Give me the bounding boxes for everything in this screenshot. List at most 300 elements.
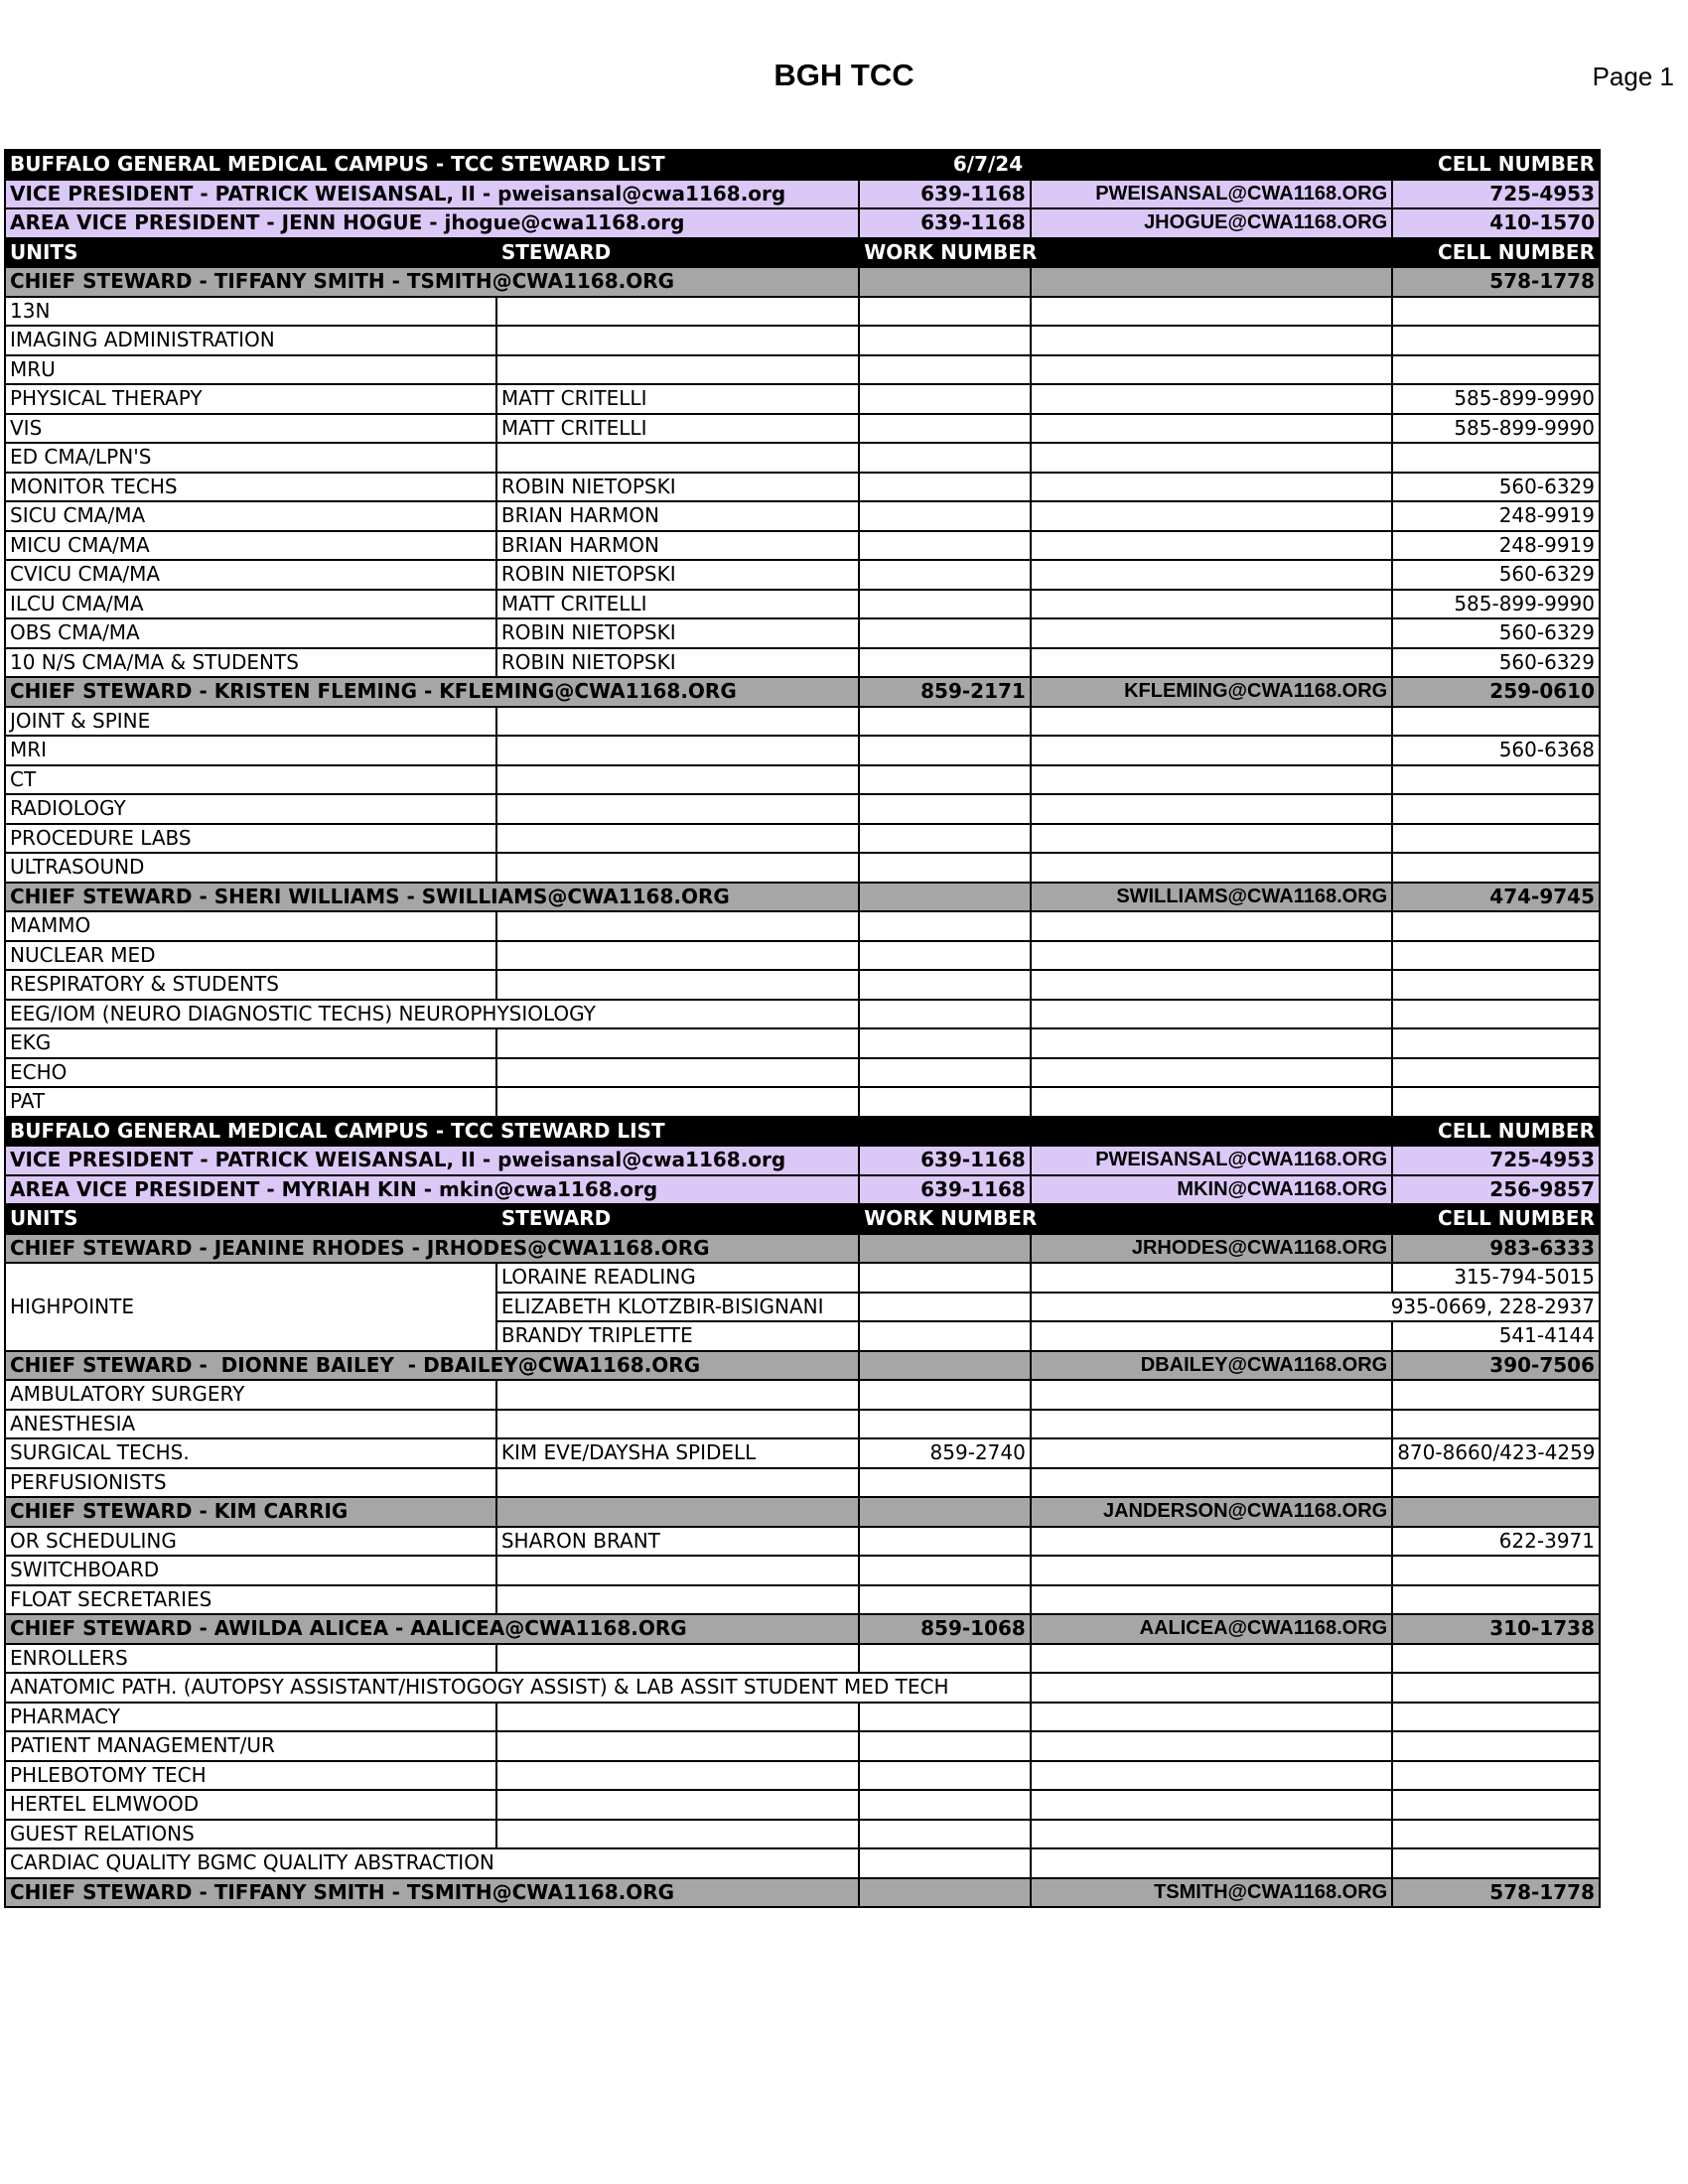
cell-number: 870-8660/423-4259: [1392, 1438, 1600, 1468]
chief-steward-row: [5, 1878, 1600, 1908]
unit-row: [5, 1644, 1600, 1674]
steward-name: BRIAN HARMON: [496, 531, 859, 561]
email: [1031, 1848, 1392, 1878]
unit-row: [5, 648, 1600, 678]
work-number: [859, 297, 1031, 327]
cell-number: 560-6329: [1392, 560, 1600, 590]
work-number: [859, 1556, 1031, 1585]
cell-number: [1392, 911, 1600, 941]
cell-number: [1392, 970, 1600, 1000]
steward-name: [496, 1497, 859, 1527]
cell-number: 310-1738: [1392, 1614, 1600, 1644]
unit-name: CVICU CMA/MA: [5, 560, 496, 590]
unit-row: [5, 1028, 1600, 1058]
unit-name: 10 N/S CMA/MA & STUDENTS: [5, 648, 496, 678]
unit-row: [5, 1058, 1600, 1088]
cell-number-header: CELL NUMBER: [1392, 1117, 1600, 1147]
cell-number: 585-899-9990: [1392, 384, 1600, 414]
unit-name: PHLEBOTOMY TECH: [5, 1761, 496, 1791]
unit-row: [5, 384, 1600, 414]
unit-row: [5, 707, 1600, 737]
work-number: [859, 501, 1031, 531]
chief-steward-label: CHIEF STEWARD - TIFFANY SMITH - TSMITH@CWA1168.ORG: [5, 267, 859, 297]
work-number: [859, 1848, 1031, 1878]
work-number: [859, 736, 1031, 765]
email: [1031, 531, 1392, 561]
email: SWILLIAMS@CWA1168.ORG: [1031, 883, 1392, 912]
unit-group: [5, 1380, 1600, 1497]
steward-name: BRANDY TRIPLETTE: [496, 1321, 859, 1351]
cell-number: [1392, 326, 1600, 355]
unit-row: [5, 326, 1600, 355]
unit-row: [5, 1438, 1600, 1468]
email: [1031, 707, 1392, 737]
unit-name: MICU CMA/MA: [5, 531, 496, 561]
unit-name: PERFUSIONISTS: [5, 1468, 496, 1498]
page-number: Page 1: [1592, 62, 1674, 91]
steward-name: [496, 1058, 859, 1088]
steward-name: MATT CRITELLI: [496, 384, 859, 414]
cell-number: [1392, 824, 1600, 854]
email: [1031, 1527, 1392, 1557]
unit-name: IMAGING ADMINISTRATION: [5, 326, 496, 355]
chief-steward-label: CHIEF STEWARD - SHERI WILLIAMS - SWILLIAMS@CWA1168.ORG: [5, 883, 859, 912]
work-number: [859, 883, 1031, 912]
steward-name: [496, 853, 859, 883]
email: AALICEA@CWA1168.ORG: [1031, 1614, 1392, 1644]
unit-row: [5, 1380, 1600, 1410]
work-number: [859, 1820, 1031, 1849]
work-number: [859, 1293, 1031, 1322]
unit-row: [5, 911, 1600, 941]
steward-name: [496, 707, 859, 737]
email: [1031, 355, 1392, 385]
steward-name: [496, 1820, 859, 1849]
work-number: [859, 384, 1031, 414]
work-number: [859, 970, 1031, 1000]
area-vice-president-row: [5, 208, 1600, 238]
steward-name: KIM EVE/DAYSHA SPIDELL: [496, 1438, 859, 1468]
chief-steward-label: CHIEF STEWARD - KRISTEN FLEMING - KFLEMING@CWA1168.ORG: [5, 677, 859, 707]
work-number: [859, 443, 1031, 473]
chief-steward-label: CHIEF STEWARD - DIONNE BAILEY - DBAILEY@CWA1168.ORG: [5, 1351, 859, 1381]
cell-number: [1392, 1644, 1600, 1674]
steward-name: [496, 1410, 859, 1439]
email: [1031, 1028, 1392, 1058]
email: [1031, 414, 1392, 444]
steward-name: [496, 1731, 859, 1761]
officer-label: VICE PRESIDENT - PATRICK WEISANSAL, II - pweisansal@cwa1168.org: [5, 180, 859, 209]
email: KFLEMING@CWA1168.ORG: [1031, 677, 1392, 707]
unit-name: PAT: [5, 1087, 496, 1117]
cell-number: [1392, 1790, 1600, 1820]
work-number: [859, 560, 1031, 590]
cell-number: [1392, 1000, 1600, 1029]
email-header: [1031, 238, 1392, 268]
unit-row: [5, 560, 1600, 590]
email: [1031, 1321, 1392, 1351]
cell-number: 248-9919: [1392, 531, 1600, 561]
units-header: UNITS: [5, 1204, 496, 1234]
email: [1031, 1087, 1392, 1117]
work-number: [859, 824, 1031, 854]
cell-number: 725-4953: [1392, 180, 1600, 209]
vice-president-row: [5, 1146, 1600, 1175]
cell-number: 585-899-9990: [1392, 590, 1600, 619]
unit-row: [5, 1673, 1600, 1703]
steward-header: STEWARD: [496, 1204, 859, 1234]
email: [1031, 1000, 1392, 1029]
cell-number: [1392, 1703, 1600, 1732]
cell-number: 474-9745: [1392, 883, 1600, 912]
steward-name: ELIZABETH KLOTZBIR-BISIGNANI: [496, 1293, 859, 1322]
steward-name: [496, 1585, 859, 1615]
cell-number: 578-1778: [1392, 1878, 1600, 1908]
steward-name: [496, 824, 859, 854]
steward-name: ROBIN NIETOPSKI: [496, 618, 859, 648]
email: [1031, 765, 1392, 795]
email: [1031, 794, 1392, 824]
unit-name: AMBULATORY SURGERY: [5, 1380, 496, 1410]
unit-row: [5, 1527, 1600, 1557]
officer-label: AREA VICE PRESIDENT - MYRIAH KIN - mkin@cwa1168.org: [5, 1175, 859, 1205]
unit-name: FLOAT SECRETARIES: [5, 1585, 496, 1615]
cell-number: [1392, 1820, 1600, 1849]
steward-name: [496, 970, 859, 1000]
unit-name: PATIENT MANAGEMENT/UR: [5, 1731, 496, 1761]
unit-row: [5, 297, 1600, 327]
email: [1031, 1761, 1392, 1791]
email: [1031, 911, 1392, 941]
email: MKIN@CWA1168.ORG: [1031, 1175, 1392, 1205]
cell-number: 315-794-5015: [1392, 1263, 1600, 1293]
unit-name: ED CMA/LPN'S: [5, 443, 496, 473]
unit-row: [5, 794, 1600, 824]
unit-group: [5, 297, 1600, 678]
work-number-header: WORK NUMBER: [859, 238, 1031, 268]
cell-number: 560-6329: [1392, 618, 1600, 648]
work-number: [859, 1263, 1031, 1293]
email: JRHODES@CWA1168.ORG: [1031, 1234, 1392, 1264]
steward-name: SHARON BRANT: [496, 1527, 859, 1557]
work-number: [859, 1878, 1031, 1908]
cell-number: [1392, 1497, 1600, 1527]
cell-number: [1392, 1468, 1600, 1498]
unit-name: ENROLLERS: [5, 1644, 496, 1674]
unit-name: GUEST RELATIONS: [5, 1820, 496, 1849]
cell-number: [1392, 1556, 1600, 1585]
cell-number: [1392, 1585, 1600, 1615]
work-number: [859, 267, 1031, 297]
work-number: [859, 1527, 1031, 1557]
steward-name: [496, 1644, 859, 1674]
cell-number: [1392, 765, 1600, 795]
unit-name: HIGHPOINTE: [5, 1263, 496, 1351]
list-header-row: [5, 1117, 1600, 1147]
work-number: [859, 911, 1031, 941]
unit-name: SWITCHBOARD: [5, 1556, 496, 1585]
chief-steward-row: [5, 1351, 1600, 1381]
steward-name: [496, 1087, 859, 1117]
unit-group: [5, 1527, 1600, 1615]
work-number: [859, 1585, 1031, 1615]
steward-name: MATT CRITELLI: [496, 414, 859, 444]
steward-header: STEWARD: [496, 238, 859, 268]
unit-name: JOINT & SPINE: [5, 707, 496, 737]
work-number: 639-1168: [859, 180, 1031, 209]
cell-number: [1392, 443, 1600, 473]
unit-row: [5, 736, 1600, 765]
unit-group: [5, 911, 1600, 1000]
email: [1031, 1644, 1392, 1674]
chief-steward-label: CHIEF STEWARD - TIFFANY SMITH - TSMITH@CWA1168.ORG: [5, 1878, 859, 1908]
email: [1031, 1263, 1392, 1293]
unit-row: [5, 765, 1600, 795]
cell-number: [1392, 1087, 1600, 1117]
chief-steward-row: [5, 883, 1600, 912]
work-number-header: WORK NUMBER: [859, 1204, 1031, 1234]
work-number: [859, 1468, 1031, 1498]
cell-number: 560-6329: [1392, 648, 1600, 678]
cell-number: 560-6329: [1392, 473, 1600, 502]
unit-row: [5, 1820, 1600, 1849]
work-number: [859, 1058, 1031, 1088]
cell-number: 390-7506: [1392, 1351, 1600, 1381]
unit-row: [5, 1848, 1600, 1878]
email: PWEISANSAL@CWA1168.ORG: [1031, 1146, 1392, 1175]
chief-steward-row: [5, 1234, 1600, 1264]
cell-number-header: CELL NUMBER: [1392, 150, 1600, 180]
unit-name: VIS: [5, 414, 496, 444]
unit-row: [5, 853, 1600, 883]
email: [1031, 970, 1392, 1000]
email: [1031, 326, 1392, 355]
cell-number: 585-899-9990: [1392, 414, 1600, 444]
unit-row: [5, 824, 1600, 854]
unit-row: [5, 1000, 1600, 1029]
work-number: [859, 941, 1031, 971]
cell-number: [1392, 707, 1600, 737]
unit-name: ANATOMIC PATH. (AUTOPSY ASSISTANT/HISTOGOGY ASSIST) & LAB ASSIT STUDENT MED TECH: [5, 1673, 1031, 1703]
work-number: [859, 1234, 1031, 1264]
email: [1031, 1380, 1392, 1410]
cell-number: 410-1570: [1392, 208, 1600, 238]
unit-name: CT: [5, 765, 496, 795]
cell-number: [1392, 1410, 1600, 1439]
work-number: [859, 648, 1031, 678]
email: [1031, 560, 1392, 590]
cell-number: [1392, 355, 1600, 385]
email: [1031, 473, 1392, 502]
unit-name: OR SCHEDULING: [5, 1527, 496, 1557]
unit-row: [5, 618, 1600, 648]
unit-row: [5, 1761, 1600, 1791]
email: [1031, 384, 1392, 414]
unit-name: ILCU CMA/MA: [5, 590, 496, 619]
unit-name: NUCLEAR MED: [5, 941, 496, 971]
email: [1031, 1731, 1392, 1761]
chief-steward-label: CHIEF STEWARD - KIM CARRIG: [5, 1497, 496, 1527]
cell-number: [1392, 853, 1600, 883]
work-number: [859, 1321, 1031, 1351]
officer-label: AREA VICE PRESIDENT - JENN HOGUE - jhogue@cwa1168.org: [5, 208, 859, 238]
chief-steward-row: [5, 1497, 1600, 1527]
unit-group: [5, 707, 1600, 883]
steward-name: [496, 794, 859, 824]
work-number: [859, 473, 1031, 502]
cell-number: [1392, 297, 1600, 327]
email: [1031, 853, 1392, 883]
unit-name: PHARMACY: [5, 1703, 496, 1732]
cell-number: [1392, 1673, 1600, 1703]
email: [1031, 1438, 1392, 1468]
cell-number: [1392, 1380, 1600, 1410]
email: DBAILEY@CWA1168.ORG: [1031, 1351, 1392, 1381]
unit-row: [5, 1703, 1600, 1732]
work-number: [859, 618, 1031, 648]
cell-number: 259-0610: [1392, 677, 1600, 707]
email: [1031, 824, 1392, 854]
steward-name: [496, 941, 859, 971]
steward-name: LORAINE READLING: [496, 1263, 859, 1293]
steward-name: [496, 736, 859, 765]
email: [1031, 267, 1392, 297]
unit-row: [5, 941, 1600, 971]
cell-number: 256-9857: [1392, 1175, 1600, 1205]
email: [1031, 297, 1392, 327]
cell-number: 622-3971: [1392, 1527, 1600, 1557]
unit-row: [5, 1263, 1600, 1293]
work-number: [859, 1000, 1031, 1029]
cell-number: 541-4144: [1392, 1321, 1600, 1351]
unit-row: [5, 414, 1600, 444]
unit-name: HERTEL ELMWOOD: [5, 1790, 496, 1820]
email: JANDERSON@CWA1168.ORG: [1031, 1497, 1392, 1527]
unit-row: [5, 1556, 1600, 1585]
work-number: [859, 1351, 1031, 1381]
email-header: [1031, 1204, 1392, 1234]
column-header-row: [5, 238, 1600, 268]
steward-name: [496, 1556, 859, 1585]
list-header-row: [5, 150, 1600, 180]
email: [1031, 1790, 1392, 1820]
steward-name: [496, 1468, 859, 1498]
steward-name: [496, 1380, 859, 1410]
list-date-text: 6/7/24: [952, 152, 1024, 177]
steward-name: MATT CRITELLI: [496, 590, 859, 619]
steward-name: [496, 1703, 859, 1732]
chief-steward-row: [5, 1614, 1600, 1644]
work-number: [859, 1761, 1031, 1791]
unit-name: ULTRASOUND: [5, 853, 496, 883]
email: TSMITH@CWA1168.ORG: [1031, 1878, 1392, 1908]
work-number: 859-2740: [859, 1438, 1031, 1468]
work-number: [859, 1790, 1031, 1820]
cell-number: 725-4953: [1392, 1146, 1600, 1175]
work-number: [859, 590, 1031, 619]
work-number: 859-2171: [859, 677, 1031, 707]
unit-name: ANESTHESIA: [5, 1410, 496, 1439]
email: [1031, 618, 1392, 648]
unit-name: EEG/IOM (NEURO DIAGNOSTIC TECHS) NEUROPHYSIOLOGY: [5, 1000, 859, 1029]
list-title: BUFFALO GENERAL MEDICAL CAMPUS - TCC STEWARD LIST: [5, 1117, 1392, 1147]
email: [1031, 443, 1392, 473]
steward-name: ROBIN NIETOPSKI: [496, 473, 859, 502]
unit-row: [5, 501, 1600, 531]
unit-row: [5, 443, 1600, 473]
work-number: [859, 794, 1031, 824]
cell-number: 578-1778: [1392, 267, 1600, 297]
steward-name: [496, 1028, 859, 1058]
cell-number: 983-6333: [1392, 1234, 1600, 1264]
email: [1031, 1468, 1392, 1498]
email: [1031, 1673, 1392, 1703]
cell-number: [1392, 1058, 1600, 1088]
unit-name: RESPIRATORY & STUDENTS: [5, 970, 496, 1000]
unit-row: [5, 1087, 1600, 1117]
unit-row: [5, 531, 1600, 561]
work-number: 639-1168: [859, 208, 1031, 238]
email: [1031, 590, 1392, 619]
unit-group: [5, 1703, 1600, 1849]
officer-label: VICE PRESIDENT - PATRICK WEISANSAL, II - pweisansal@cwa1168.org: [5, 1146, 859, 1175]
email: [1031, 1820, 1392, 1849]
work-number: [859, 765, 1031, 795]
work-number: [859, 1497, 1031, 1527]
work-number: [859, 1028, 1031, 1058]
steward-name: [496, 355, 859, 385]
steward-name: [496, 765, 859, 795]
unit-row: [5, 1468, 1600, 1498]
email: [1031, 1585, 1392, 1615]
unit-name: PROCEDURE LABS: [5, 824, 496, 854]
cell-number: [1392, 1761, 1600, 1791]
unit-row: [5, 1410, 1600, 1439]
steward-name: [496, 911, 859, 941]
chief-steward-label: CHIEF STEWARD - AWILDA ALICEA - AALICEA@CWA1168.ORG: [5, 1614, 859, 1644]
email: PWEISANSAL@CWA1168.ORG: [1031, 180, 1392, 209]
work-number: [859, 414, 1031, 444]
cell-number: 560-6368: [1392, 736, 1600, 765]
work-number: [859, 1380, 1031, 1410]
unit-name: MAMMO: [5, 911, 496, 941]
cell-number: [1392, 1731, 1600, 1761]
unit-row: [5, 355, 1600, 385]
list-title: BUFFALO GENERAL MEDICAL CAMPUS - TCC STEWARD LIST: [5, 150, 1031, 180]
cell-number: [1392, 794, 1600, 824]
chief-steward-row: [5, 267, 1600, 297]
unit-row: [5, 590, 1600, 619]
unit-row: [5, 473, 1600, 502]
steward-name: BRIAN HARMON: [496, 501, 859, 531]
unit-name: CARDIAC QUALITY BGMC QUALITY ABSTRACTION: [5, 1848, 859, 1878]
vice-president-row: [5, 180, 1600, 209]
work-number: [859, 1644, 1031, 1674]
email: [1031, 648, 1392, 678]
work-number: [859, 1087, 1031, 1117]
work-number: [859, 1703, 1031, 1732]
steward-name: [496, 1761, 859, 1791]
email: [1031, 1703, 1392, 1732]
unit-name: EKG: [5, 1028, 496, 1058]
cell-number: [1392, 941, 1600, 971]
work-number: [859, 1410, 1031, 1439]
work-number: [859, 707, 1031, 737]
page-title: BGH TCC: [774, 58, 914, 92]
unit-name: OBS CMA/MA: [5, 618, 496, 648]
unit-row: [5, 970, 1600, 1000]
work-number: 639-1168: [859, 1175, 1031, 1205]
